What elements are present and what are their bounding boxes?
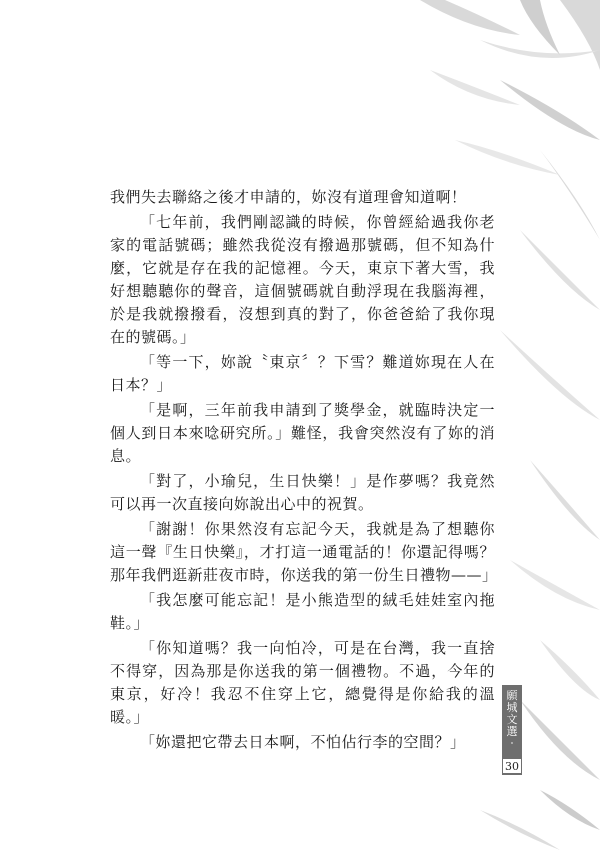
paragraph-6: 「謝謝！你果然沒有忘記今天，我就是為了想聽你這一聲『生日快樂』，才打這一通電話的！你還記得嗎？那年我們逛新莊夜市時，你送我的第一份生日禮物——」	[110, 520, 498, 584]
section-tab-char: ‧	[510, 737, 514, 750]
paragraph-7: 「我怎麼可能忘記！是小熊造型的絨毛娃娃室內拖鞋。」	[110, 591, 495, 632]
paragraph-5: 「對了，小瑜兒，生日快樂！」是作夢嗎？我竟然可以再一次直接向妳說出心中的祝賀。	[110, 472, 495, 513]
section-tab-char: 願	[506, 689, 518, 702]
paragraph-9: 「妳還把它帶去日本啊，不怕佔行李的空間？」	[140, 733, 466, 751]
paragraph-3: 「等一下，妳說〝東京〞？下雪？難道妳現在人在日本？」	[110, 353, 495, 394]
paragraph-1: 我們失去聯絡之後才申請的，妳沒有道理會知道啊！	[110, 188, 467, 206]
section-tab-char: 文	[506, 713, 518, 726]
page-number: 30	[502, 758, 522, 774]
section-tab-char: 城	[506, 701, 518, 714]
section-tab-char: 選	[506, 725, 518, 738]
paragraph-2: 「七年前，我們剛認識的時候，你曾經給過我你老家的電話號碼；雖然我從沒有撥過那號碼，但不知為什麼，它就是存在我的記憶裡。今天，東京下著大雪，我好想聽聽你的聲音，這個號碼就自動浮現在我腦海裡，於是我就撥撥看，沒想到真的對了，你爸爸給了我你現在的號碼。」	[110, 213, 495, 346]
paragraph-4: 「是啊，三年前我申請到了獎學金，就臨時決定一個人到日本來唸研究所。」難怪，我會突然沒有了妳的消息。	[110, 401, 495, 465]
body-text	[110, 186, 498, 756]
paragraph-8: 「你知道嗎？我一向怕冷，可是在台灣，我一直捨不得穿，因為那是你送我的第一個禮物。不過，今年的東京，好冷！我忍不住穿上它，總覺得是你給我的溫暖。」	[110, 639, 495, 726]
